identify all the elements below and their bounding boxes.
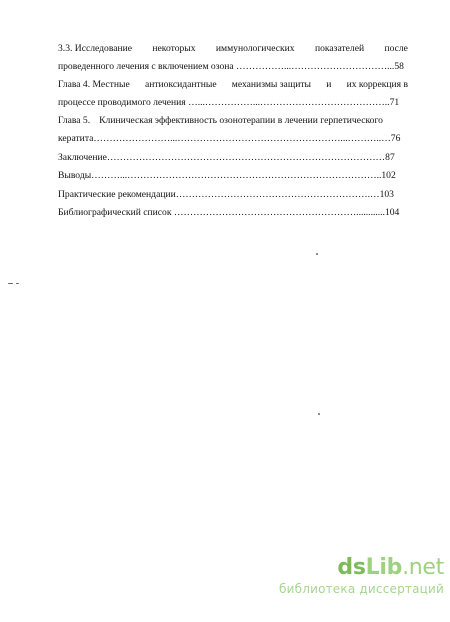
logo-ds: ds bbox=[337, 555, 366, 580]
toc-word: Глава 5. bbox=[58, 115, 91, 127]
toc-entry-conclusion: Заключение……………………………………………………………………………87 bbox=[58, 151, 395, 163]
toc-word: 3.3. Исследование bbox=[58, 43, 133, 54]
toc-word: иммунологических bbox=[215, 43, 295, 54]
toc-word: антиоксидантные bbox=[144, 79, 217, 91]
toc-entry-recommendations: Практические рекомендации…………………………………………………….…103 bbox=[58, 188, 394, 200]
toc-word: их коррекция в bbox=[346, 79, 408, 91]
logo-net: .net bbox=[402, 555, 444, 580]
dslib-watermark bbox=[268, 555, 444, 597]
toc-word: показателей bbox=[314, 43, 365, 54]
toc-entry-chapter-5-line-2: кератита……………………...……………………………………………...………..…76 bbox=[58, 132, 401, 144]
table-of-contents bbox=[58, 40, 408, 222]
toc-entry-findings: Выводы………...……………………………………………………………………..102 bbox=[58, 170, 396, 182]
toc-entry-chapter-4-line-2: процессе проводимого лечения …...……………...…………………………………..71 bbox=[58, 96, 400, 108]
scan-speck bbox=[8, 283, 13, 284]
toc-word: после bbox=[384, 43, 408, 54]
toc-word: некоторых bbox=[152, 43, 196, 54]
watermark-caption: библиотека диссертаций bbox=[279, 582, 444, 596]
toc-word: Клиническая эффективность озонотерапии в лечении герпетического bbox=[99, 115, 383, 127]
logo-lib: Lib bbox=[365, 555, 403, 580]
toc-word: Глава 4. Местные bbox=[58, 79, 130, 91]
toc-entry-chapter-5-line-1 bbox=[58, 112, 408, 130]
toc-entry-3-3-line-2: проведенного лечения с включением озона ……………...…………………………...58 bbox=[58, 60, 404, 72]
scan-speck bbox=[318, 413, 320, 415]
scan-speck bbox=[16, 283, 19, 284]
toc-word: механизмы защиты bbox=[231, 79, 311, 91]
toc-word: и bbox=[326, 79, 332, 91]
scan-speck bbox=[316, 253, 318, 255]
toc-entry-chapter-4-line-1 bbox=[58, 76, 408, 94]
toc-entry-bibliography: Библиографический список …………………………………………………............104 bbox=[58, 207, 400, 219]
dslib-logo bbox=[268, 555, 444, 581]
toc-entry-3-3-line-1 bbox=[58, 40, 408, 58]
